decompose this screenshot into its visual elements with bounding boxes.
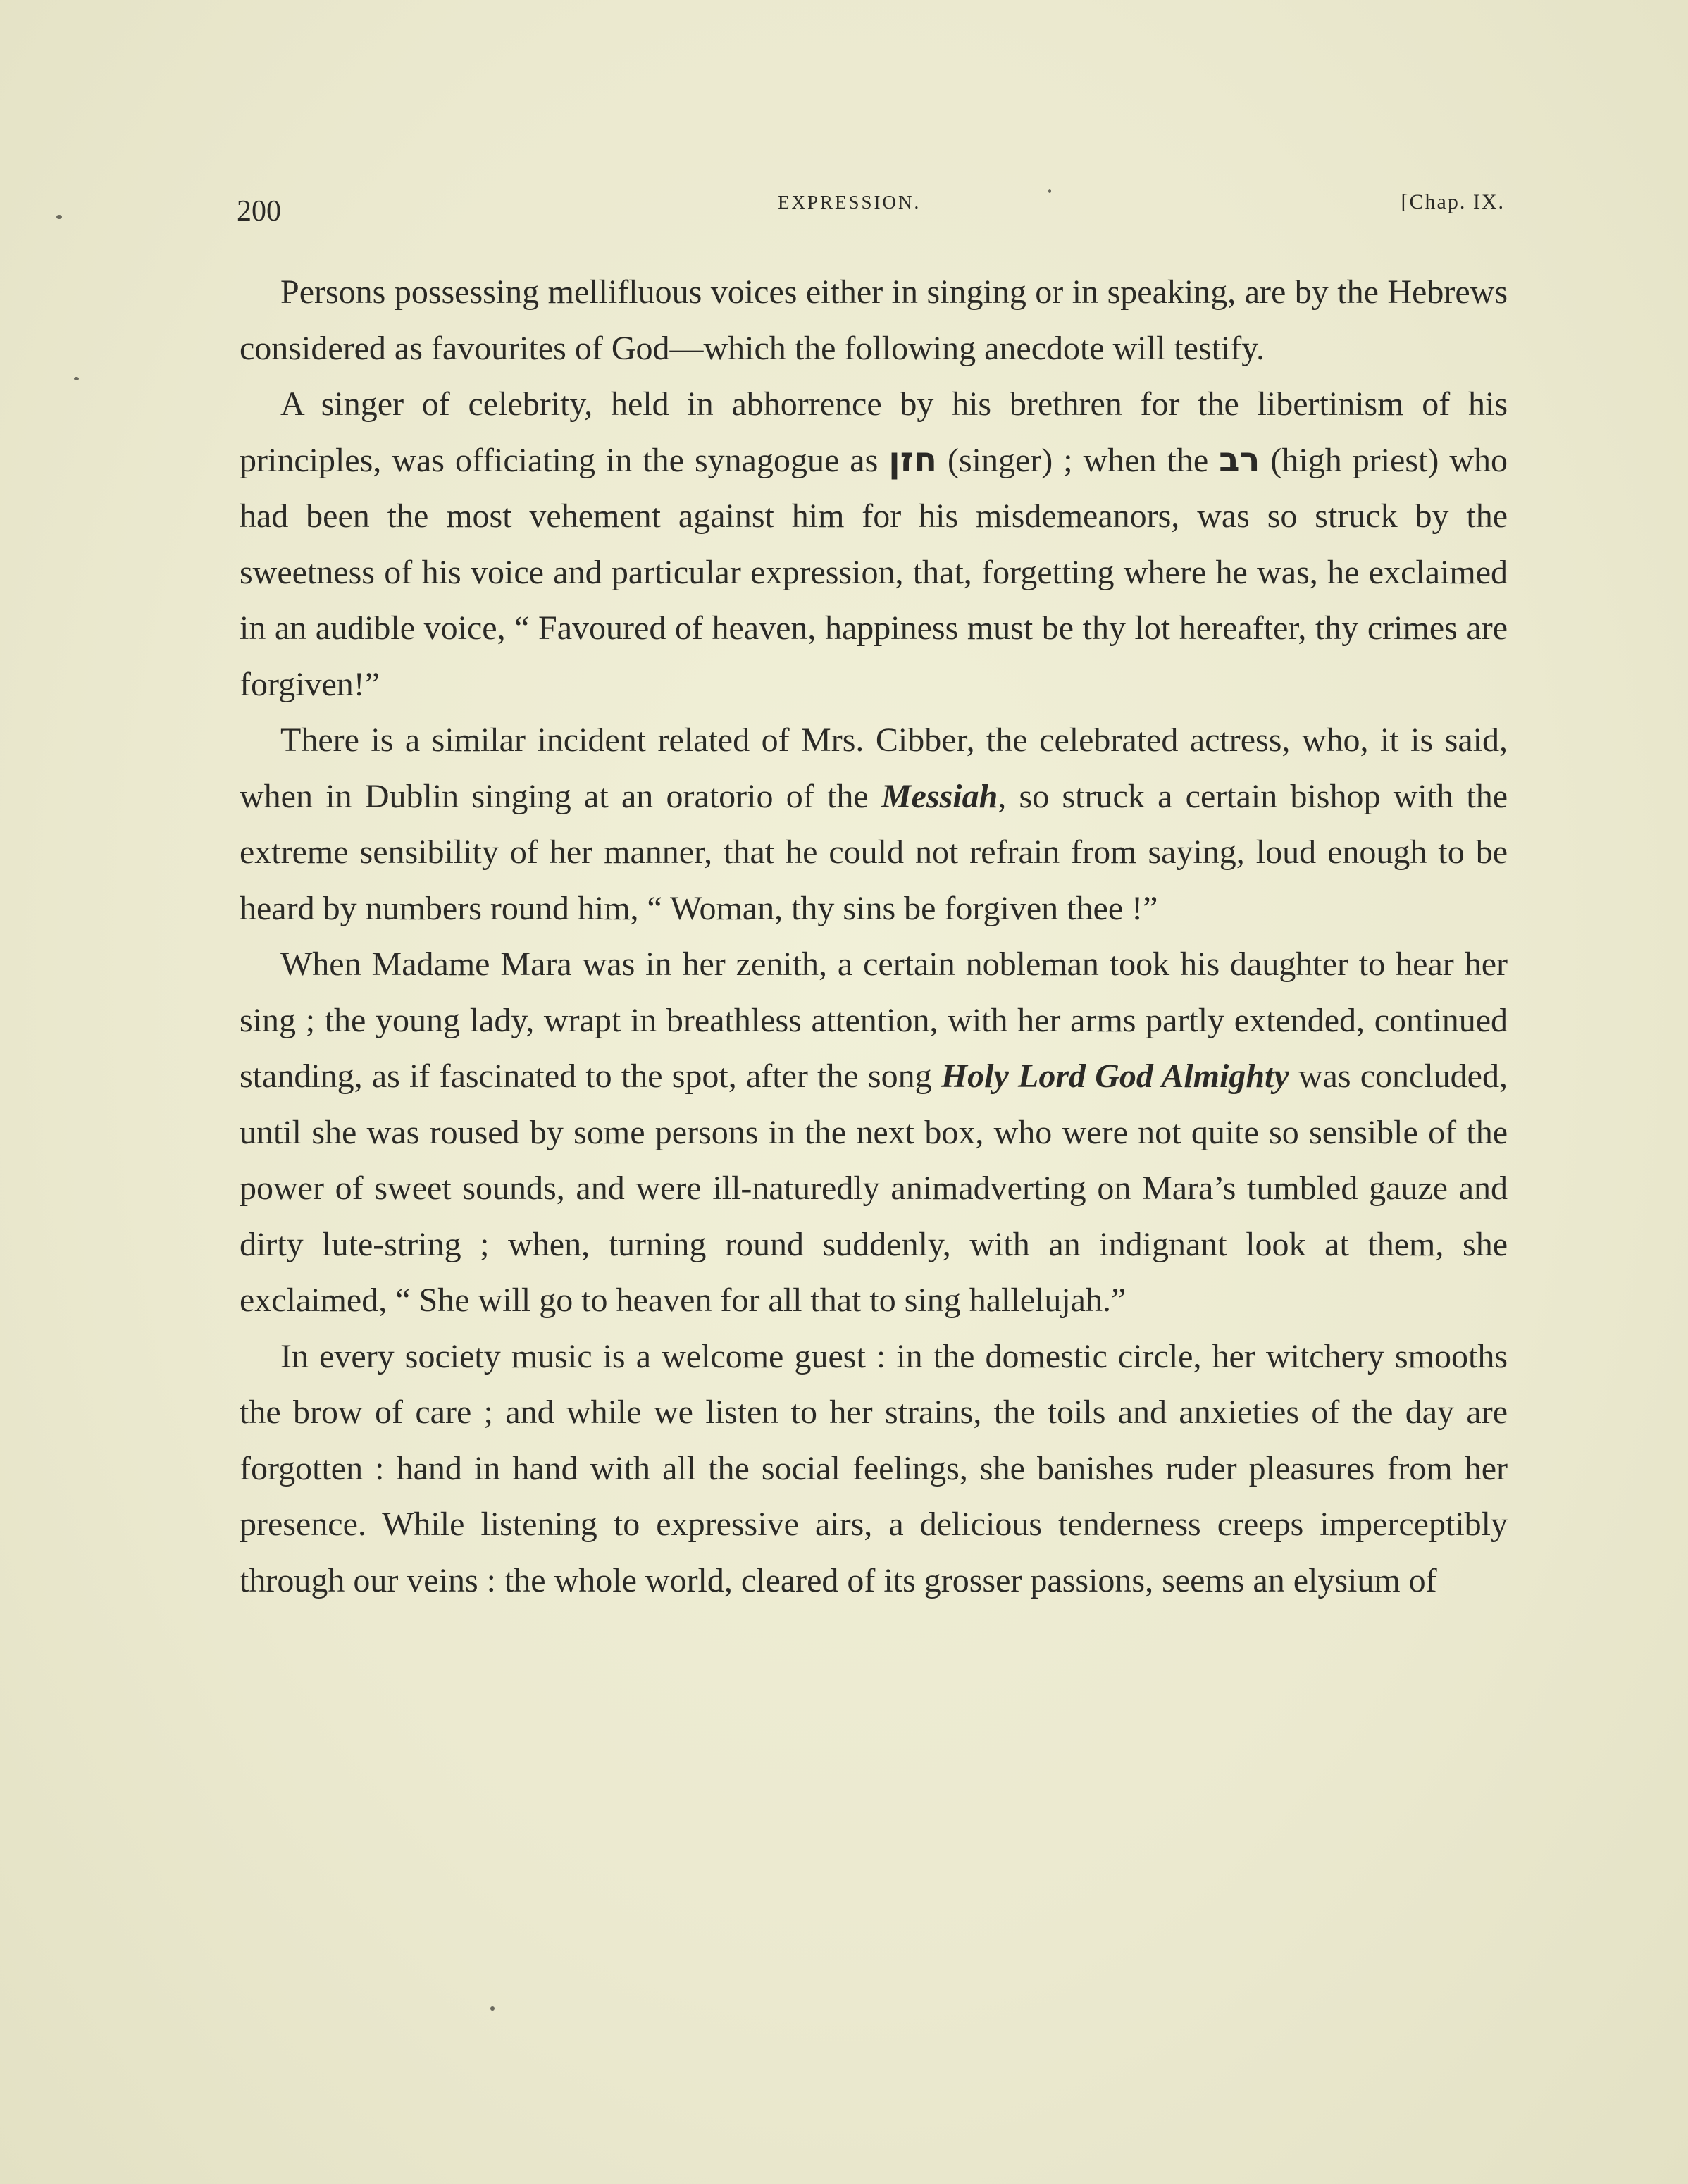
paragraph-2-text-b: (singer) ; when the <box>936 441 1220 479</box>
running-title: EXPRESSION. <box>778 192 921 213</box>
paragraph-1 <box>240 264 1508 376</box>
hebrew-word-rav: רב <box>1219 440 1260 480</box>
paragraph-3-text-a: There is a similar incident related of Mrs. Cibber, the celebrated actress, who, it is said, when in Dublin singing at an oratorio of the <box>240 721 1508 815</box>
ink-speck <box>56 215 62 219</box>
paragraph-5 <box>240 1329 1508 1609</box>
ink-speck <box>74 377 79 380</box>
paragraph-2 <box>240 376 1508 712</box>
paragraph-2-text-c: (high priest) who had been the most vehement against him for his misdemeanors, was so struck by the sweetness of his voice and particular expression, that, forgetting where he was, he exclaimed in an audible voice, “ Favoured of heaven, happiness must be thy lot hereafter, thy crimes are forgiven!” <box>240 441 1508 703</box>
paragraph-2-text-a: A singer of celebrity, held in abhorrence by his brethren for the libertinism of his principles, was officiating in the synagogue as <box>240 385 1508 479</box>
paragraph-4 <box>240 936 1508 1329</box>
body-text <box>240 264 1508 1608</box>
italic-song-title: Holy Lord God Almighty <box>941 1057 1289 1095</box>
page-number: 200 <box>237 195 281 228</box>
chapter-label: [Chap. IX. <box>1401 190 1505 213</box>
paragraph-4-text-b: was concluded, until she was roused by some persons in the next box, who were not quite so sensible of the power of sweet sounds, and were ill-naturedly animadverting on Mara’s tumbled gauze and dirty lute-string ; when, turning round suddenly, with an indignant look at them, she exclaimed, “ She will go to heaven for all that to sing hallelujah.” <box>240 1057 1508 1319</box>
paragraph-4-text-a: When Madame Mara was in her zenith, a certain nobleman took his daughter to hear her sing ; the young lady, wrapt in breathless attention, with her arms partly extended, continued standing, as if fascinated to the spot, after the song <box>240 945 1508 1095</box>
paragraph-1-text: Persons possessing mellifluous voices either in singing or in speaking, are by the Hebrews considered as favourites of God—which the following anecdote will testify. <box>240 273 1508 367</box>
paragraph-3-text-b: , so struck a certain bishop with the extreme sensibility of her manner, that he could not refrain from saying, loud enough to be heard by numbers round him, “ Woman, thy sins be forgiven thee !” <box>240 777 1508 927</box>
paragraph-3 <box>240 712 1508 936</box>
italic-title-messiah: Messiah <box>881 777 998 815</box>
page-header <box>237 190 1505 232</box>
hebrew-word-chazan: חזן <box>888 440 937 480</box>
ink-speck <box>490 2006 495 2011</box>
paragraph-5-text: In every society music is a welcome guest : in the domestic circle, her witchery smooths the brow of care ; and while we listen to her strains, the toils and anxieties of the day are forgotten : hand in hand with all the social feelings, she banishes ruder pleasures from her presence. While listening to expressive airs, a delicious tenderness creeps imperceptibly through our veins : the whole world, cleared of its grosser passions, seems an elysium of <box>240 1337 1508 1599</box>
